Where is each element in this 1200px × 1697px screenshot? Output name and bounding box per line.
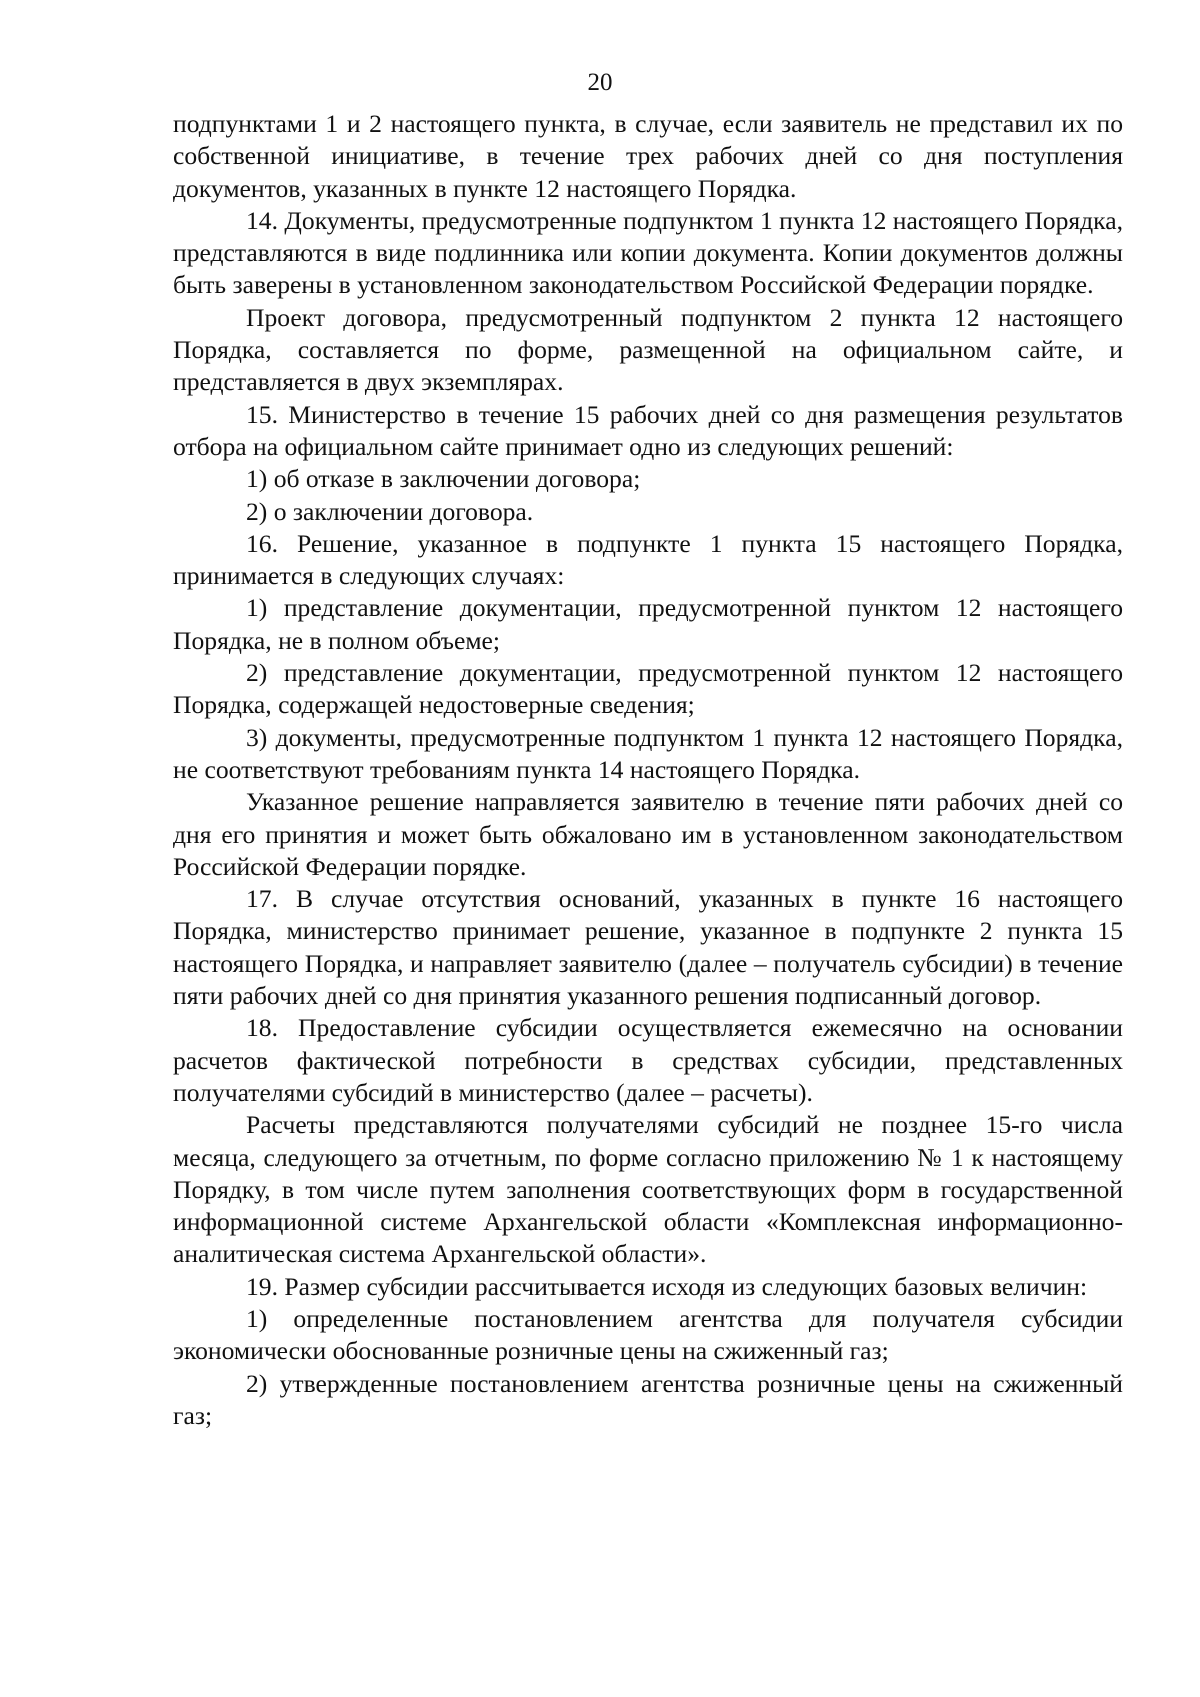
page-number: 20 bbox=[587, 69, 613, 96]
paragraph-item-19-sub-2: 2) утвержденные постановлением агентства розничные цены на сжиженный газ; bbox=[173, 1368, 1123, 1430]
paragraph-item-17: 17. В случае отсутствия оснований, указанных в пункте 16 настоящего Порядка, министерство принимает решение, указанное в подпункте 2 пункта 15 настоящего Порядка, и направляет заявителю (далее – получатель субсидии) в течение пяти рабочих дней со дня принятия указанного решения подписанный договор. bbox=[173, 884, 1123, 1011]
paragraph-item-16-sub-1: 1) представление документации, предусмотренной пунктом 12 настоящего Порядка, не в полном объеме; bbox=[173, 593, 1123, 655]
paragraph-draft-contract: Проект договора, предусмотренный подпунктом 2 пункта 12 настоящего Порядка, составляется по форме, размещенной на официальном сайте, и представляется в двух экземплярах. bbox=[173, 302, 1123, 397]
paragraph-calculations: Расчеты представляются получателями субсидий не позднее 15-го числа месяца, следующего за отчетным, по форме согласно приложению № 1 к настоящему Порядку, в том числе путем заполнения соответствующих форм в государственной информационной системе Архангельской области «Комплексная информационно-аналитическая система Архангельской области». bbox=[173, 1110, 1123, 1269]
paragraph-item-15: 15. Министерство в течение 15 рабочих дней со дня размещения результатов отбора на официальном сайте принимает одно из следующих решений: bbox=[173, 399, 1123, 461]
paragraph-item-15-sub-2: 2) о заключении договора. bbox=[246, 496, 534, 526]
paragraph-item-16-sub-3: 3) документы, предусмотренные подпунктом 1 пункта 12 настоящего Порядка, не соответствуют требованиям пункта 14 настоящего Порядка. bbox=[173, 722, 1123, 784]
paragraph-decision-notice: Указанное решение направляется заявителю в течение пяти рабочих дней со дня его принятия и может быть обжаловано им в установленном законодательством Российской Федерации порядке. bbox=[173, 787, 1123, 881]
paragraph-item-14: 14. Документы, предусмотренные подпунктом 1 пункта 12 настоящего Порядка, представляются в виде подлинника или копии документа. Копии документов должны быть заверены в установленном законодательством Российской Федерации порядке. bbox=[173, 205, 1123, 300]
paragraph-continuation: подпунктами 1 и 2 настоящего пункта, в случае, если заявитель не представил их по собственной инициативе, в течение трех рабочих дней со дня поступления документов, указанных в пункте 12 настоящего Порядка. bbox=[173, 109, 1123, 203]
paragraph-item-16: 16. Решение, указанное в подпункте 1 пункта 15 настоящего Порядка, принимается в следующих случаях: bbox=[173, 528, 1123, 591]
paragraph-item-15-sub-1: 1) об отказе в заключении договора; bbox=[246, 464, 641, 494]
document-body bbox=[173, 108, 1123, 1432]
paragraph-item-19-sub-1: 1) определенные постановлением агентства для получателя субсидии экономически обоснованные розничные цены на сжиженный газ; bbox=[173, 1303, 1123, 1366]
paragraph-item-16-sub-2: 2) представление документации, предусмотренной пунктом 12 настоящего Порядка, содержащей недостоверные сведения; bbox=[173, 658, 1123, 720]
paragraph-item-19: 19. Размер субсидии рассчитывается исходя из следующих базовых величин: bbox=[246, 1271, 1088, 1301]
paragraph-item-18: 18. Предоставление субсидии осуществляется ежемесячно на основании расчетов фактической потребности в средствах субсидии, представленных получателями субсидий в министерство (далее – расчеты). bbox=[173, 1013, 1123, 1107]
